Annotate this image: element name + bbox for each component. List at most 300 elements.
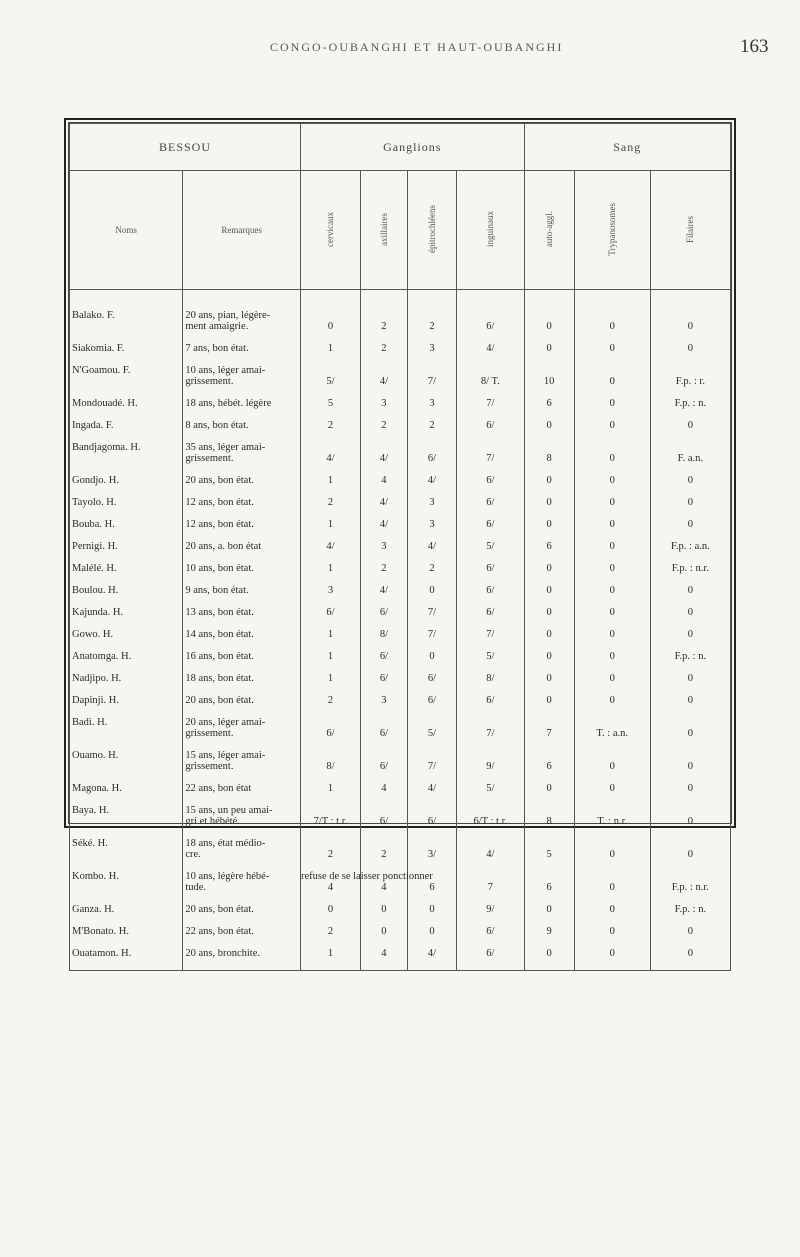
- remarks-line: 10 ans, léger amai-: [185, 365, 266, 376]
- cell-value: 0: [609, 926, 615, 937]
- cell-value: 6/: [486, 475, 495, 486]
- patient-name: Boulou. H.: [72, 585, 119, 596]
- cell-value: 4: [327, 882, 334, 893]
- fil-value: [651, 365, 730, 398]
- cell-value: 0: [609, 783, 615, 794]
- cell-value: 5: [327, 398, 334, 409]
- spacer: [457, 310, 523, 321]
- cerv-value: [301, 948, 360, 970]
- spacer: [361, 805, 407, 816]
- spacer: [361, 365, 407, 376]
- names-column: [70, 290, 183, 971]
- patient-name: Dapinji. H.: [72, 695, 119, 706]
- col-header-inguinaux: inguinaux: [457, 171, 524, 290]
- cell-value: 4: [381, 475, 387, 486]
- axil-value: [361, 607, 407, 629]
- tryp-value: [575, 398, 650, 420]
- auto-value: [525, 585, 574, 607]
- epit-value: [408, 695, 456, 717]
- cell-value: 6/: [379, 761, 388, 772]
- fil-value: [651, 497, 730, 519]
- cerv-value: [301, 420, 360, 442]
- ingu-value: [457, 497, 523, 519]
- cell-value: 4: [381, 948, 387, 959]
- cell-value: 6/: [379, 651, 388, 662]
- epit-value: [408, 673, 456, 695]
- cell-value: 3: [381, 541, 387, 552]
- cell-value: 4: [381, 783, 387, 794]
- spacer: [361, 717, 407, 728]
- auto-value: [525, 783, 574, 805]
- cell-value: 0: [609, 585, 615, 596]
- cell-value: 0: [429, 904, 435, 915]
- cerv-value: [301, 805, 360, 838]
- ingu-value: [457, 343, 523, 365]
- auto-value: [525, 607, 574, 629]
- cell-value: F.p. : n.r.: [671, 882, 709, 893]
- cell-value: T. : n.r.: [597, 816, 628, 827]
- cell-value: 6/: [427, 453, 437, 464]
- remarks-cell: [183, 926, 300, 948]
- remarks-line: 9 ans, bon état.: [185, 585, 249, 596]
- axil-value: [361, 629, 407, 651]
- cell-value: 3: [429, 343, 435, 354]
- cell-value: 1: [327, 519, 334, 530]
- cell-value: 6/: [486, 695, 495, 706]
- spacer: [361, 838, 407, 849]
- cerv-value: [301, 904, 360, 926]
- remarks-cell: [183, 475, 300, 497]
- cell-value: 2: [381, 321, 387, 332]
- spacer: [457, 750, 523, 761]
- auto-value: [525, 926, 574, 948]
- cell-value: 4/: [379, 519, 388, 530]
- remarks-line: 16 ans, bon état.: [185, 651, 254, 662]
- epit-value: [408, 585, 456, 607]
- auto-value: [525, 519, 574, 541]
- cell-value: 0: [609, 651, 615, 662]
- spacer: [575, 871, 650, 882]
- cerv-value: [301, 585, 360, 607]
- epit-value: [408, 805, 456, 838]
- cell-value: 0: [546, 475, 552, 486]
- cell-value: 1: [327, 629, 334, 640]
- cell-value: 0: [687, 585, 693, 596]
- fil-value: [651, 607, 730, 629]
- remarks-line: 15 ans, léger amai-: [185, 750, 266, 761]
- remarks-line: 20 ans, léger amai-: [185, 717, 266, 728]
- epit-value: [408, 519, 456, 541]
- patient-name: Ouamo. H.: [72, 750, 119, 761]
- tryp-value: [575, 783, 650, 805]
- cell-value: 8/: [486, 673, 495, 684]
- cell-value: 0: [546, 563, 552, 574]
- cell-value: 1: [327, 948, 334, 959]
- spacer: [408, 717, 456, 728]
- axil-value: [361, 585, 407, 607]
- cell-value: 0: [609, 948, 615, 959]
- cell-value: 6/: [486, 497, 495, 508]
- patient-name: N'Goamou. F.: [72, 365, 131, 376]
- cell-value: 0: [546, 607, 552, 618]
- epit-value: [408, 629, 456, 651]
- inguinaux-column: [457, 290, 524, 971]
- patient-name: Pernigi. H.: [72, 541, 118, 552]
- cell-value: 0: [609, 695, 615, 706]
- spacer: [457, 838, 523, 849]
- epit-value: [408, 783, 456, 805]
- spacer: [301, 310, 360, 321]
- data-table: [69, 123, 731, 971]
- axil-value: [361, 563, 407, 585]
- cell-value: 2: [429, 420, 435, 431]
- cerv-value: [301, 629, 360, 651]
- cell-value: 5/: [486, 541, 495, 552]
- fil-value: [651, 629, 730, 651]
- remarks-cell: [183, 519, 300, 541]
- remarks-line: 8 ans, bon état.: [185, 420, 249, 431]
- spacer: [525, 805, 574, 816]
- cell-value: 0: [687, 629, 693, 640]
- cell-value: 6: [546, 761, 552, 772]
- remarks-line: gri et hébété.: [185, 816, 240, 827]
- cell-value: 4/: [427, 541, 437, 552]
- cell-value: 8/: [326, 761, 335, 772]
- cerv-value: [301, 497, 360, 519]
- tryp-value: [575, 310, 650, 343]
- cell-value: 9: [546, 926, 552, 937]
- patient-name: Tayolo. H.: [72, 497, 117, 508]
- cell-value: 0: [609, 673, 615, 684]
- cell-value: F. a.n.: [677, 453, 704, 464]
- cell-value: 0: [546, 629, 552, 640]
- spacer: [408, 442, 456, 453]
- spacer: [525, 871, 574, 882]
- cell-value: 0: [609, 761, 615, 772]
- tryp-value: [575, 585, 650, 607]
- cell-value: 5/: [427, 728, 437, 739]
- cell-value: 0: [687, 321, 693, 332]
- cell-value: 0: [609, 541, 615, 552]
- patient-name: Kajunda. H.: [72, 607, 124, 618]
- cell-value: 0: [609, 563, 615, 574]
- auto-value: [525, 651, 574, 673]
- auto-value: [525, 904, 574, 926]
- cerv-value: [301, 673, 360, 695]
- epit-value: [408, 365, 456, 398]
- spacer: [361, 442, 407, 453]
- col-header-epitrochleens: épitrochléens: [407, 171, 456, 290]
- axil-value: [361, 948, 407, 970]
- axil-value: [361, 398, 407, 420]
- cell-value: 3/: [427, 849, 437, 860]
- auto-value: [525, 695, 574, 717]
- cell-value: 3: [327, 585, 334, 596]
- cell-value: 4/: [427, 475, 437, 486]
- fil-value: [651, 475, 730, 497]
- remarks-cell: [183, 607, 300, 629]
- cell-value: 0: [687, 607, 693, 618]
- remarks-line: cre.: [185, 849, 201, 860]
- spacer: [408, 750, 456, 761]
- cell-value: 6/: [427, 695, 437, 706]
- remarks-line: 20 ans, bon état.: [185, 695, 254, 706]
- patient-name: Badi. H.: [72, 717, 108, 728]
- ingu-value: [457, 563, 523, 585]
- cell-value: 7/: [486, 453, 495, 464]
- cell-value: 0: [609, 629, 615, 640]
- epitrochleens-column: [407, 290, 456, 971]
- cell-value: 2: [327, 926, 334, 937]
- patient-name: Nadjipo. H.: [72, 673, 122, 684]
- cell-value: T. : a.n.: [596, 728, 629, 739]
- cell-value: 8/: [379, 629, 388, 640]
- cell-value: 2: [327, 420, 334, 431]
- ingu-value: [457, 629, 523, 651]
- fil-value: [651, 585, 730, 607]
- axil-value: [361, 475, 407, 497]
- cell-value: 0: [609, 420, 615, 431]
- cerv-value: [301, 343, 360, 365]
- cell-value: 6/: [486, 585, 495, 596]
- cell-value: 0: [609, 453, 615, 464]
- cerv-value: [301, 838, 360, 871]
- cell-value: 0: [609, 607, 615, 618]
- cell-value: 2: [381, 563, 387, 574]
- cell-value: 9/: [486, 761, 495, 772]
- spacer: [301, 750, 360, 761]
- axil-value: [361, 695, 407, 717]
- epit-value: [408, 607, 456, 629]
- fil-value: [651, 420, 730, 442]
- cell-value: 3: [381, 695, 387, 706]
- spacer: [301, 442, 360, 453]
- cell-value: 0: [687, 673, 693, 684]
- remarks-line: 20 ans, bronchite.: [185, 948, 261, 959]
- cerv-value: [301, 398, 360, 420]
- spacer: [651, 805, 730, 816]
- remarks-cell: [183, 398, 300, 420]
- cell-value: 7/: [427, 607, 437, 618]
- epit-value: [408, 442, 456, 475]
- remarks-cell: [183, 783, 300, 805]
- cell-value: 4/: [379, 376, 388, 387]
- spacer: [301, 717, 360, 728]
- cerv-value: [301, 541, 360, 563]
- remarks-column: [183, 290, 301, 971]
- cell-value: 3: [429, 497, 435, 508]
- cell-value: 0: [546, 321, 552, 332]
- cell-value: 6/: [486, 519, 495, 530]
- axil-value: [361, 420, 407, 442]
- epit-value: [408, 904, 456, 926]
- cell-value: 0: [687, 497, 693, 508]
- tryp-value: [575, 541, 650, 563]
- fil-value: [651, 673, 730, 695]
- tryp-value: [575, 695, 650, 717]
- cell-value: 5/: [326, 376, 335, 387]
- axil-value: [361, 805, 407, 838]
- cell-value: 1: [327, 563, 334, 574]
- fil-value: [651, 948, 730, 970]
- tryp-value: [575, 651, 650, 673]
- spacer: [408, 838, 456, 849]
- cell-value: 0: [546, 783, 552, 794]
- auto-value: [525, 420, 574, 442]
- spacer: [651, 442, 730, 453]
- cell-value: 0: [687, 816, 693, 827]
- cell-value: 0: [546, 497, 552, 508]
- auto-value: [525, 948, 574, 970]
- cell-value: 0: [381, 926, 387, 937]
- axil-value: [361, 717, 407, 750]
- remarks-line: 22 ans, bon état: [185, 783, 252, 794]
- fil-value: [651, 717, 730, 750]
- cerv-value: [301, 563, 360, 585]
- fil-value: [651, 651, 730, 673]
- cell-value: 9/: [486, 904, 495, 915]
- cell-value: 0: [546, 420, 552, 431]
- ingu-value: [457, 365, 523, 398]
- spacer: [575, 310, 650, 321]
- remarks-line: 15 ans, un peu amai-: [185, 805, 273, 816]
- cell-value: 0: [609, 519, 615, 530]
- cell-value: 1: [327, 475, 334, 486]
- cell-value: 2: [381, 343, 387, 354]
- remarks-line: 18 ans, état médio-: [185, 838, 266, 849]
- cell-value: 4/: [427, 783, 437, 794]
- tryp-value: [575, 805, 650, 838]
- group-header-ganglions: Ganglions: [301, 124, 525, 171]
- spacer: [457, 805, 523, 816]
- epit-value: [408, 310, 456, 343]
- cell-value: 0: [609, 376, 615, 387]
- cell-value: 2: [327, 849, 334, 860]
- patient-name: Balako. F.: [72, 310, 115, 321]
- cerv-value: [301, 475, 360, 497]
- remarks-cell: [183, 585, 300, 607]
- ingu-value: [457, 673, 523, 695]
- patient-name: Bandjagoma. H.: [72, 442, 141, 453]
- cell-value: 7: [487, 882, 493, 893]
- cell-value: 0: [546, 948, 552, 959]
- remarks-line: 14 ans, bon état.: [185, 629, 254, 640]
- cell-value: 6/: [379, 816, 388, 827]
- cell-value: 0: [687, 343, 693, 354]
- cell-value: 6/: [379, 607, 388, 618]
- ingu-value: [457, 783, 523, 805]
- epit-value: [408, 717, 456, 750]
- axil-value: [361, 519, 407, 541]
- remarks-line: 7 ans, bon état.: [185, 343, 249, 354]
- remarks-cell: [183, 442, 300, 475]
- cerv-value: [301, 519, 360, 541]
- auto-value: [525, 475, 574, 497]
- ingu-value: [457, 475, 523, 497]
- cell-value: 2: [381, 849, 387, 860]
- cell-value: 10: [543, 376, 555, 387]
- auto-value: [525, 442, 574, 475]
- fil-value: [651, 695, 730, 717]
- table-body-row: [70, 290, 731, 971]
- remarks-line: 12 ans, bon état.: [185, 519, 254, 530]
- cell-value: 6: [546, 882, 552, 893]
- cell-value: 6/: [427, 673, 437, 684]
- ingu-value: [457, 651, 523, 673]
- cervicaux-column: [301, 290, 433, 971]
- remarks-cell: [183, 420, 300, 442]
- remarks-cell: [183, 673, 300, 695]
- epit-value: [408, 497, 456, 519]
- cerv-value: [301, 365, 360, 398]
- patient-name: Gondjo. H.: [72, 475, 119, 486]
- patient-name: Séké. H.: [72, 838, 108, 849]
- epit-value: [408, 838, 456, 871]
- cell-value: 6/: [486, 607, 495, 618]
- remarks-cell: [183, 871, 300, 904]
- spacer: [361, 750, 407, 761]
- auto-value: [525, 871, 574, 904]
- tryp-value: [575, 838, 650, 871]
- col-header-axillaires: axillaires: [360, 171, 407, 290]
- patient-name: Anatomga. H.: [72, 651, 132, 662]
- remarks-cell: [183, 497, 300, 519]
- cell-value: 4/: [379, 585, 388, 596]
- remarks-cell: [183, 310, 300, 343]
- patient-name: Magona. H.: [72, 783, 122, 794]
- auto-value: [525, 717, 574, 750]
- tryp-value: [575, 607, 650, 629]
- epit-value: [408, 398, 456, 420]
- tryp-value: [575, 519, 650, 541]
- cell-value: 2: [381, 420, 387, 431]
- auto-value: [525, 673, 574, 695]
- axil-value: [361, 838, 407, 871]
- epit-value: [408, 541, 456, 563]
- cell-value: 4/: [427, 948, 437, 959]
- auto-value: [525, 563, 574, 585]
- ingu-value: [457, 926, 523, 948]
- spacer: [525, 442, 574, 453]
- auto-value: [525, 310, 574, 343]
- ingu-value: [457, 717, 523, 750]
- axil-value: [361, 442, 407, 475]
- cell-value: 7/: [427, 629, 437, 640]
- cell-value: 0: [381, 904, 387, 915]
- patient-name: Ouatamon. H.: [72, 948, 132, 959]
- cell-value: 0: [609, 321, 615, 332]
- ingu-value: [457, 310, 523, 343]
- remarks-cell: [183, 948, 300, 970]
- epit-value: [408, 948, 456, 970]
- cell-value: 6/: [486, 563, 495, 574]
- cell-value: 8/ T.: [480, 376, 500, 387]
- spacer: [575, 838, 650, 849]
- tryp-value: [575, 926, 650, 948]
- remarks-line: 13 ans, bon état.: [185, 607, 254, 618]
- epit-value: [408, 420, 456, 442]
- remarks-line: grissement.: [185, 761, 234, 772]
- spacer: [525, 717, 574, 728]
- tryp-value: [575, 365, 650, 398]
- col-header-remarques: Remarques: [183, 171, 301, 290]
- tryp-value: [575, 497, 650, 519]
- cell-value: 0: [687, 926, 693, 937]
- ingu-value: [457, 519, 523, 541]
- remarks-cell: [183, 563, 300, 585]
- remarks-line: 18 ans, bon état.: [185, 673, 254, 684]
- cell-value: F.p. : n.: [674, 904, 707, 915]
